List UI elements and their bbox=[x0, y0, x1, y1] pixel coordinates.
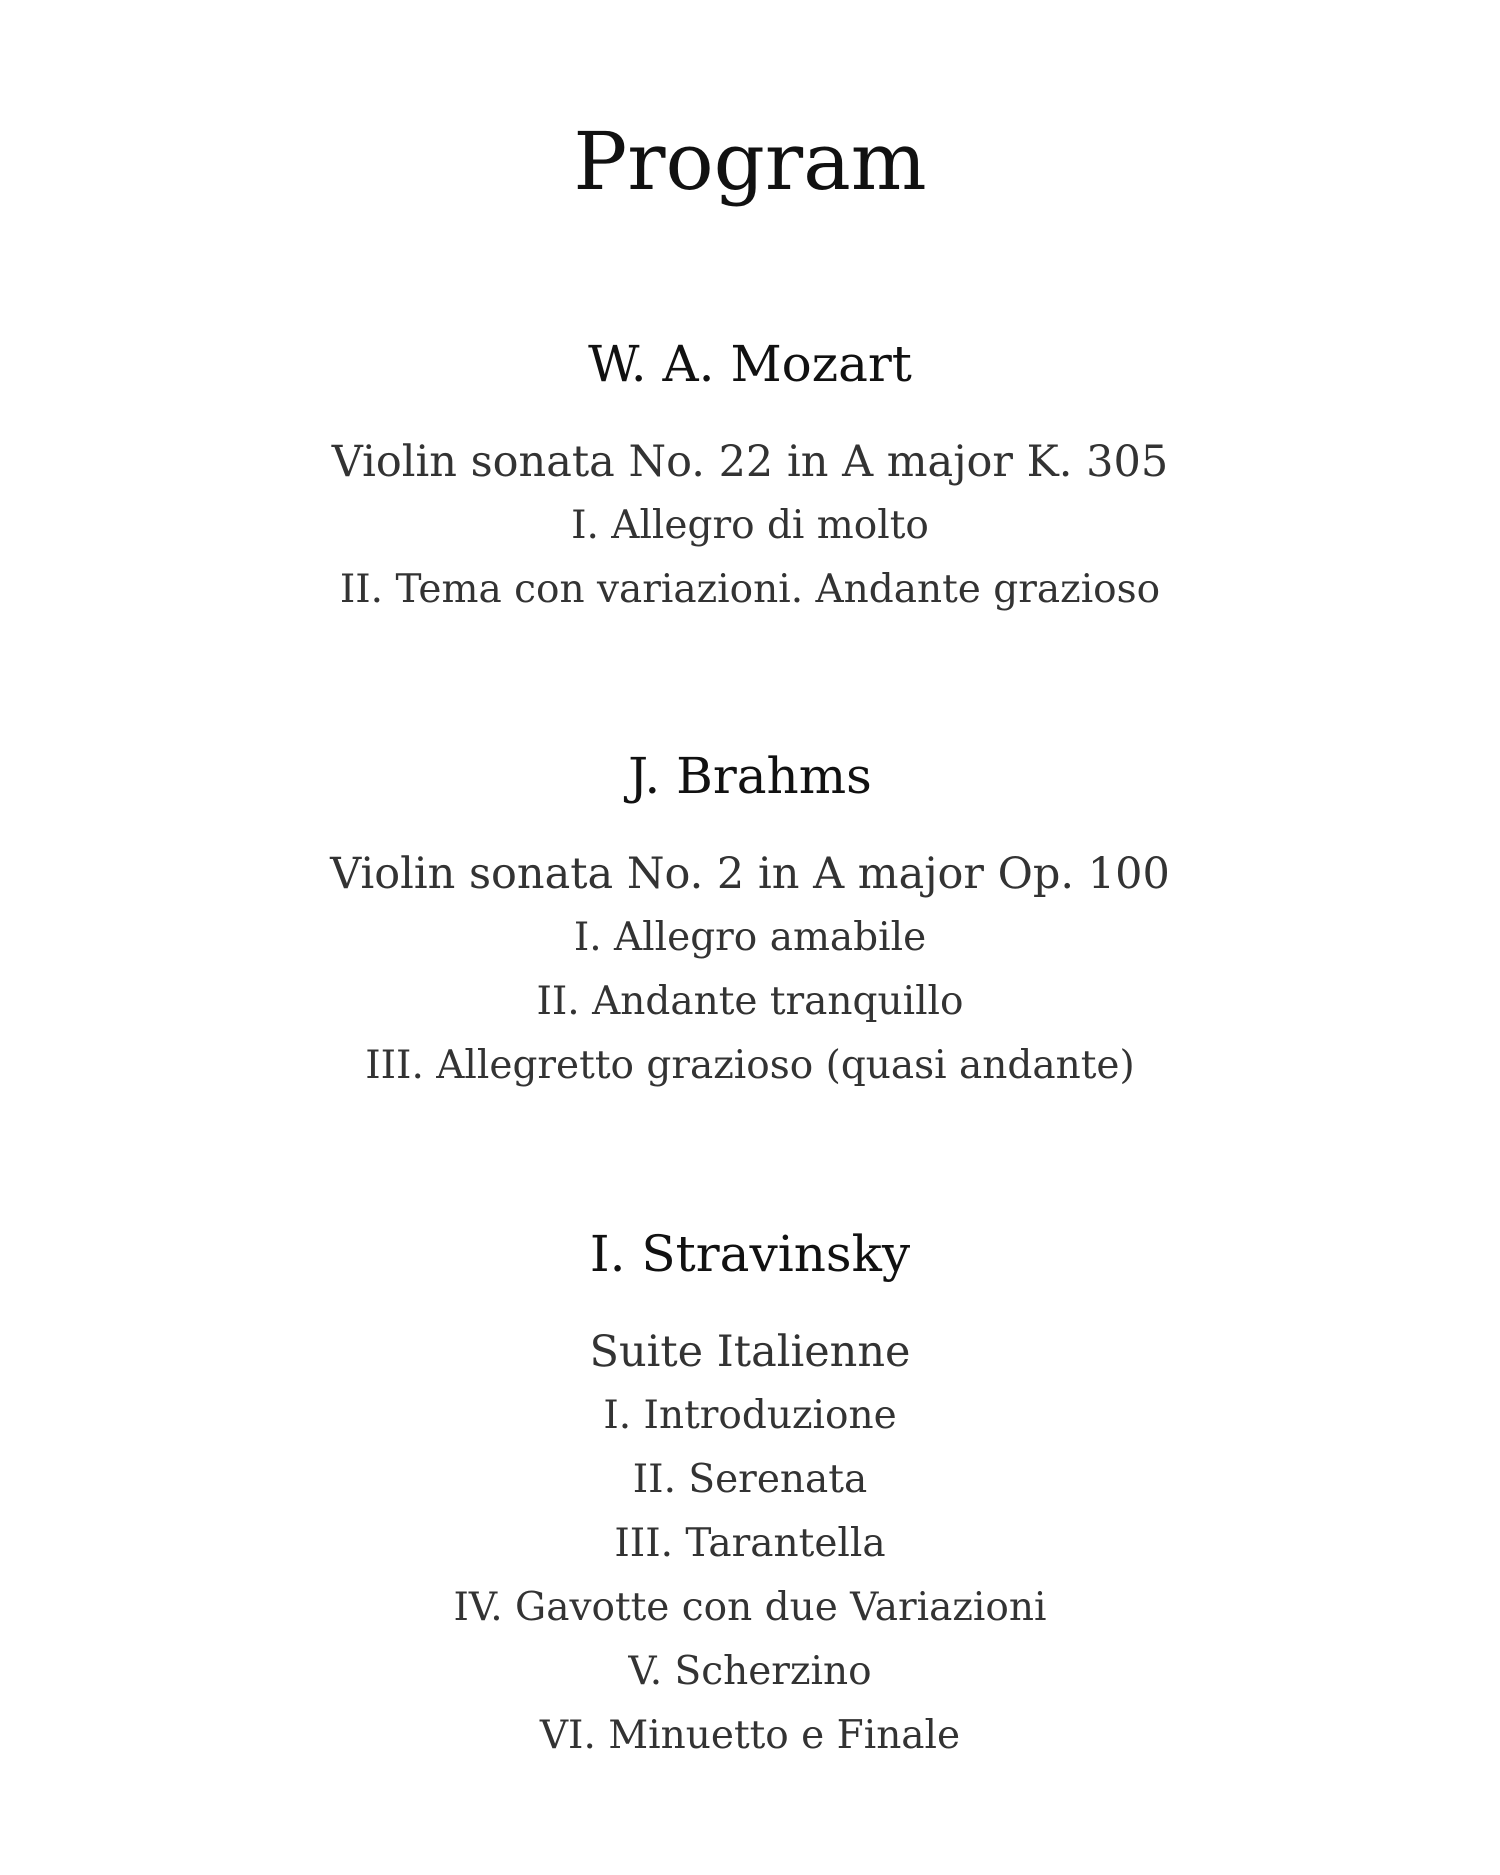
movement-item: VI. Minuetto e Finale bbox=[539, 1713, 961, 1758]
movement-item: IV. Gavotte con due Variazioni bbox=[453, 1585, 1047, 1630]
movement-item: I. Allegro amabile bbox=[573, 915, 927, 960]
composer-heading-brahms: J. Brahms bbox=[628, 747, 872, 805]
work-title: Suite Italienne bbox=[589, 1327, 911, 1377]
composer-heading-stravinsky: I. Stravinsky bbox=[589, 1225, 911, 1283]
movement-item: II. Andante tranquillo bbox=[536, 979, 964, 1024]
movement-item: III. Tarantella bbox=[614, 1521, 886, 1566]
movement-item: III. Allegretto grazioso (quasi andante) bbox=[365, 1043, 1135, 1088]
movement-item: I. Introduzione bbox=[603, 1393, 897, 1438]
work-block-mozart bbox=[0, 430, 1500, 622]
page-title: Program bbox=[573, 115, 927, 208]
work-block-stravinsky bbox=[0, 1320, 1500, 1768]
work-title: Violin sonata No. 2 in A major Op. 100 bbox=[330, 849, 1170, 899]
composer-heading-mozart: W. A. Mozart bbox=[588, 335, 912, 393]
work-title: Violin sonata No. 22 in A major K. 305 bbox=[331, 437, 1169, 487]
work-block-brahms bbox=[0, 842, 1500, 1098]
movement-item: II. Tema con variazioni. Andante grazioso bbox=[339, 567, 1161, 612]
movement-item: V. Scherzino bbox=[628, 1649, 872, 1694]
movement-item: II. Serenata bbox=[632, 1457, 868, 1502]
movement-item: I. Allegro di molto bbox=[571, 503, 929, 548]
